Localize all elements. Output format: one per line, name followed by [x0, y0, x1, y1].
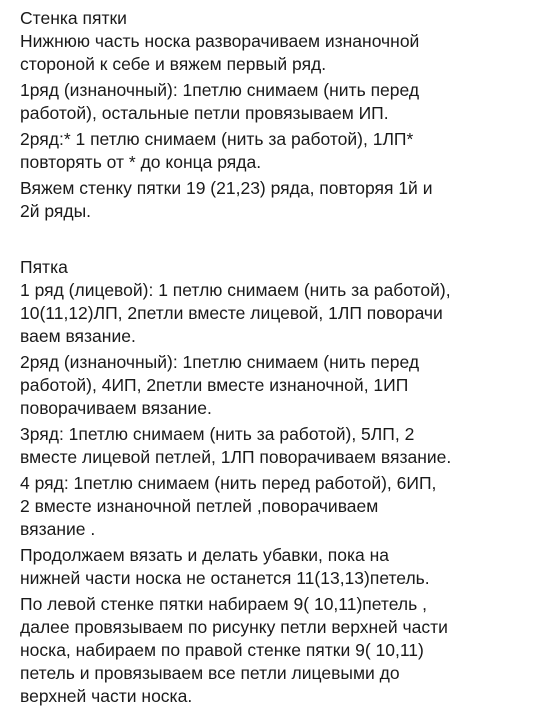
text-line: далее провязываем по рисунку петли верхней части	[20, 617, 448, 637]
paragraph	[20, 593, 532, 708]
text-line: 2й ряды.	[20, 201, 92, 221]
text-line: носка, набираем по правой стенке пятки 9( 10,11)	[20, 640, 424, 660]
text-line: 3ряд: 1петлю снимаем (нить за работой), 5ЛП, 2	[20, 424, 415, 444]
text-line: петель и провязываем все петли лицевыми до	[20, 663, 400, 683]
text-line: Нижнюю часть носка разворачиваем изнаночной	[20, 31, 420, 51]
text-line: 10(11,12)ЛП, 2петли вместе лицевой, 1ЛП поворачи	[20, 303, 443, 323]
text-line: 1 ряд (лицевой): 1 петлю снимаем (нить за работой),	[20, 280, 451, 300]
text-line: 4 ряд: 1петлю снимаем (нить перед работой), 6ИП,	[20, 473, 437, 493]
text-line: повторять от * до конца ряда.	[20, 152, 262, 172]
paragraph	[20, 79, 532, 125]
text-line: Продолжаем вязать и делать убавки, пока на	[20, 545, 389, 565]
section-heel	[20, 256, 532, 708]
text-line: верхней части носка.	[20, 686, 193, 706]
text-line: 1ряд (изнаночный): 1петлю снимаем (нить перед	[20, 80, 420, 100]
paragraph	[20, 351, 532, 420]
paragraph	[20, 30, 532, 76]
text-line: По левой стенке пятки набираем 9( 10,11)петель ,	[20, 594, 427, 614]
text-line: работой), остальные петли провязываем ИП.	[20, 103, 389, 123]
paragraph	[20, 544, 532, 590]
text-line: вязание .	[20, 519, 96, 539]
paragraph	[20, 177, 532, 223]
text-line: поворачиваем вязание.	[20, 398, 212, 418]
document-body	[20, 7, 532, 711]
paragraph	[20, 423, 532, 469]
text-line: Вяжем стенку пятки 19 (21,23) ряда, повторяя 1й и	[20, 178, 433, 198]
section-title: Пятка	[20, 257, 68, 277]
section-heel-wall	[20, 7, 532, 223]
text-line: 2ряд:* 1 петлю снимаем (нить за работой), 1ЛП*	[20, 129, 414, 149]
text-line: нижней части носка не останется 11(13,13)петель.	[20, 568, 430, 588]
paragraph	[20, 279, 532, 348]
text-line: стороной к себе и вяжем первый ряд.	[20, 54, 327, 74]
text-line: вместе лицевой петлей, 1ЛП поворачиваем вязание.	[20, 447, 452, 467]
text-line: 2 вместе изнаночной петлей ,поворачиваем	[20, 496, 379, 516]
section-gap	[20, 226, 532, 256]
section-title: Стенка пятки	[20, 8, 127, 28]
text-line: работой), 4ИП, 2петли вместе изнаночной, 1ИП	[20, 375, 409, 395]
text-line: 2ряд (изнаночный): 1петлю снимаем (нить перед	[20, 352, 420, 372]
text-line: ваем вязание.	[20, 326, 136, 346]
paragraph	[20, 128, 532, 174]
paragraph	[20, 472, 532, 541]
